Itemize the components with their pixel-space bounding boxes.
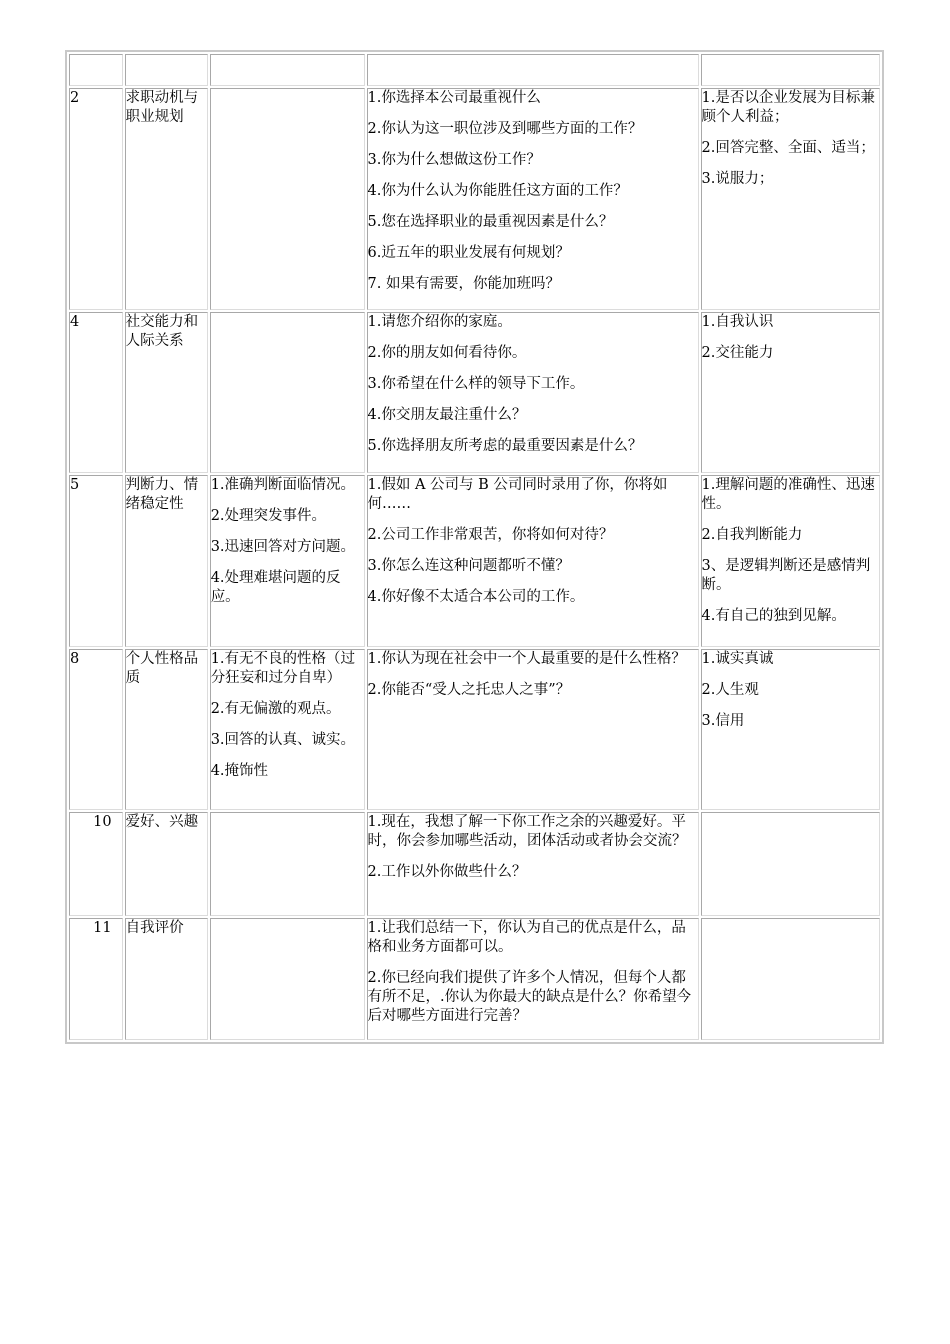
question-item: 2.公司工作非常艰苦，你将如何对待？: [367, 527, 614, 543]
questions-cell: [367, 649, 699, 810]
question-item: 3.你希望在什么样的领导下工作。: [367, 376, 585, 392]
question-item: 4.你好像不太适合本公司的工作。: [367, 589, 585, 605]
criteria-cell: [210, 312, 365, 473]
table-row: [69, 812, 880, 916]
question-item: 4.你为什么认为你能胜任这方面的工作？: [367, 183, 628, 199]
criteria-cell: [210, 812, 365, 916]
question-item: 3.你怎么连这种问题都听不懂？: [367, 558, 570, 574]
row-number: 2: [69, 88, 123, 310]
criteria-cell: [210, 649, 365, 810]
question-item: 2.你认为这一职位涉及到哪些方面的工作？: [367, 121, 643, 137]
criteria-item: 3.回答的认真、诚实。: [210, 732, 356, 748]
table-row: [69, 918, 880, 1040]
question-item: 4.你交朋友最注重什么？: [367, 407, 527, 423]
table-body: [69, 54, 880, 1040]
topic-cell: 自我评价: [125, 918, 208, 1040]
row-number: 5: [69, 475, 123, 647]
topic-cell: 判断力、情绪稳定性: [125, 475, 208, 647]
question-item: 2.你已经向我们提供了许多个人情况，但每个人都有所不足，.你认为你最大的缺点是什么？你希望今后对哪些方面进行完善？: [367, 970, 692, 1024]
evaluation-cell: [701, 312, 880, 473]
question-item: 1.你认为现在社会中一个人最重要的是什么性格？: [367, 651, 686, 667]
question-item: 5.你选择朋友所考虑的最重要因素是什么？: [367, 438, 643, 454]
table-row: [69, 88, 880, 310]
evaluation-cell: [701, 649, 880, 810]
criteria-cell: [210, 475, 365, 647]
evaluation-cell: [701, 918, 880, 1040]
question-item: 1.假如 A 公司与 B 公司同时录用了你，你将如何……: [367, 477, 668, 512]
criteria-item: 1.有无不良的性格（过分狂妄和过分自卑）: [210, 651, 356, 686]
evaluation-item: 1.是否以企业发展为目标兼顾个人利益；: [701, 90, 875, 125]
table-row: [69, 312, 880, 473]
header-cell-4: [367, 54, 699, 86]
interview-questions-table: [65, 50, 884, 1044]
questions-cell: [367, 312, 699, 473]
row-number: 11: [69, 918, 123, 1040]
question-item: 1.请您介绍你的家庭。: [367, 314, 512, 330]
criteria-item: 1.准确判断面临情况。: [210, 477, 356, 493]
evaluation-item: 1.自我认识: [701, 314, 774, 330]
question-item: 2.你的朋友如何看待你。: [367, 345, 527, 361]
row-number: 10: [69, 812, 123, 916]
question-item: 6.近五年的职业发展有何规划？: [367, 245, 570, 261]
question-item: 2.工作以外你做些什么？: [367, 864, 527, 880]
evaluation-item: 2.人生观: [701, 682, 759, 698]
row-number: 4: [69, 312, 123, 473]
question-item: 1.你选择本公司最重视什么: [367, 90, 541, 106]
header-cell-5: [701, 54, 880, 86]
table-row: [69, 475, 880, 647]
evaluation-cell: [701, 475, 880, 647]
question-item: 1.现在，我想了解一下你工作之余的兴趣爱好。平时，你会参加哪些活动，团体活动或者协会交流？: [367, 814, 687, 849]
question-item: 1.让我们总结一下，你认为自己的优点是什么，品格和业务方面都可以。: [367, 920, 686, 955]
topic-cell: 求职动机与职业规划: [125, 88, 208, 310]
criteria-cell: [210, 88, 365, 310]
criteria-item: 4.处理难堪问题的反应。: [210, 570, 341, 605]
evaluation-item: 2.自我判断能力: [701, 527, 803, 543]
questions-cell: [367, 812, 699, 916]
criteria-item: 3.迅速回答对方问题。: [210, 539, 356, 555]
row-number: 8: [69, 649, 123, 810]
evaluation-item: 4.有自己的独到见解。: [701, 608, 846, 624]
questions-cell: [367, 918, 699, 1040]
questions-cell: [367, 88, 699, 310]
questions-cell: [367, 475, 699, 647]
criteria-item: 2.处理突发事件。: [210, 508, 327, 524]
evaluation-item: 1.诚实真诚: [701, 651, 774, 667]
topic-cell: 社交能力和人际关系: [125, 312, 208, 473]
evaluation-cell: [701, 88, 880, 310]
evaluation-item: 3.信用: [701, 713, 745, 729]
topic-cell: 个人性格品质: [125, 649, 208, 810]
question-item: 7. 如果有需要，你能加班吗？: [367, 276, 560, 292]
topic-cell: 爱好、兴趣: [125, 812, 208, 916]
evaluation-cell: [701, 812, 880, 916]
table-row: [69, 649, 880, 810]
criteria-item: 2.有无偏激的观点。: [210, 701, 341, 717]
question-item: 3.你为什么想做这份工作？: [367, 152, 541, 168]
evaluation-item: 1.理解问题的准确性、迅速性。: [701, 477, 875, 512]
table-header-row: [69, 54, 880, 86]
evaluation-item: 2.交往能力: [701, 345, 774, 361]
header-cell-1: [69, 54, 123, 86]
question-item: 2.你能否“受人之托忠人之事”？: [367, 682, 571, 698]
evaluation-item: 2.回答完整、全面、适当；: [701, 140, 875, 156]
header-cell-3: [210, 54, 365, 86]
criteria-item: 4.掩饰性: [210, 763, 269, 779]
evaluation-item: 3.说服力；: [701, 171, 774, 187]
header-cell-2: [125, 54, 208, 86]
evaluation-item: 3、是逻辑判断还是感情判断。: [701, 558, 871, 593]
criteria-cell: [210, 918, 365, 1040]
question-item: 5.您在选择职业的最重视因素是什么？: [367, 214, 614, 230]
